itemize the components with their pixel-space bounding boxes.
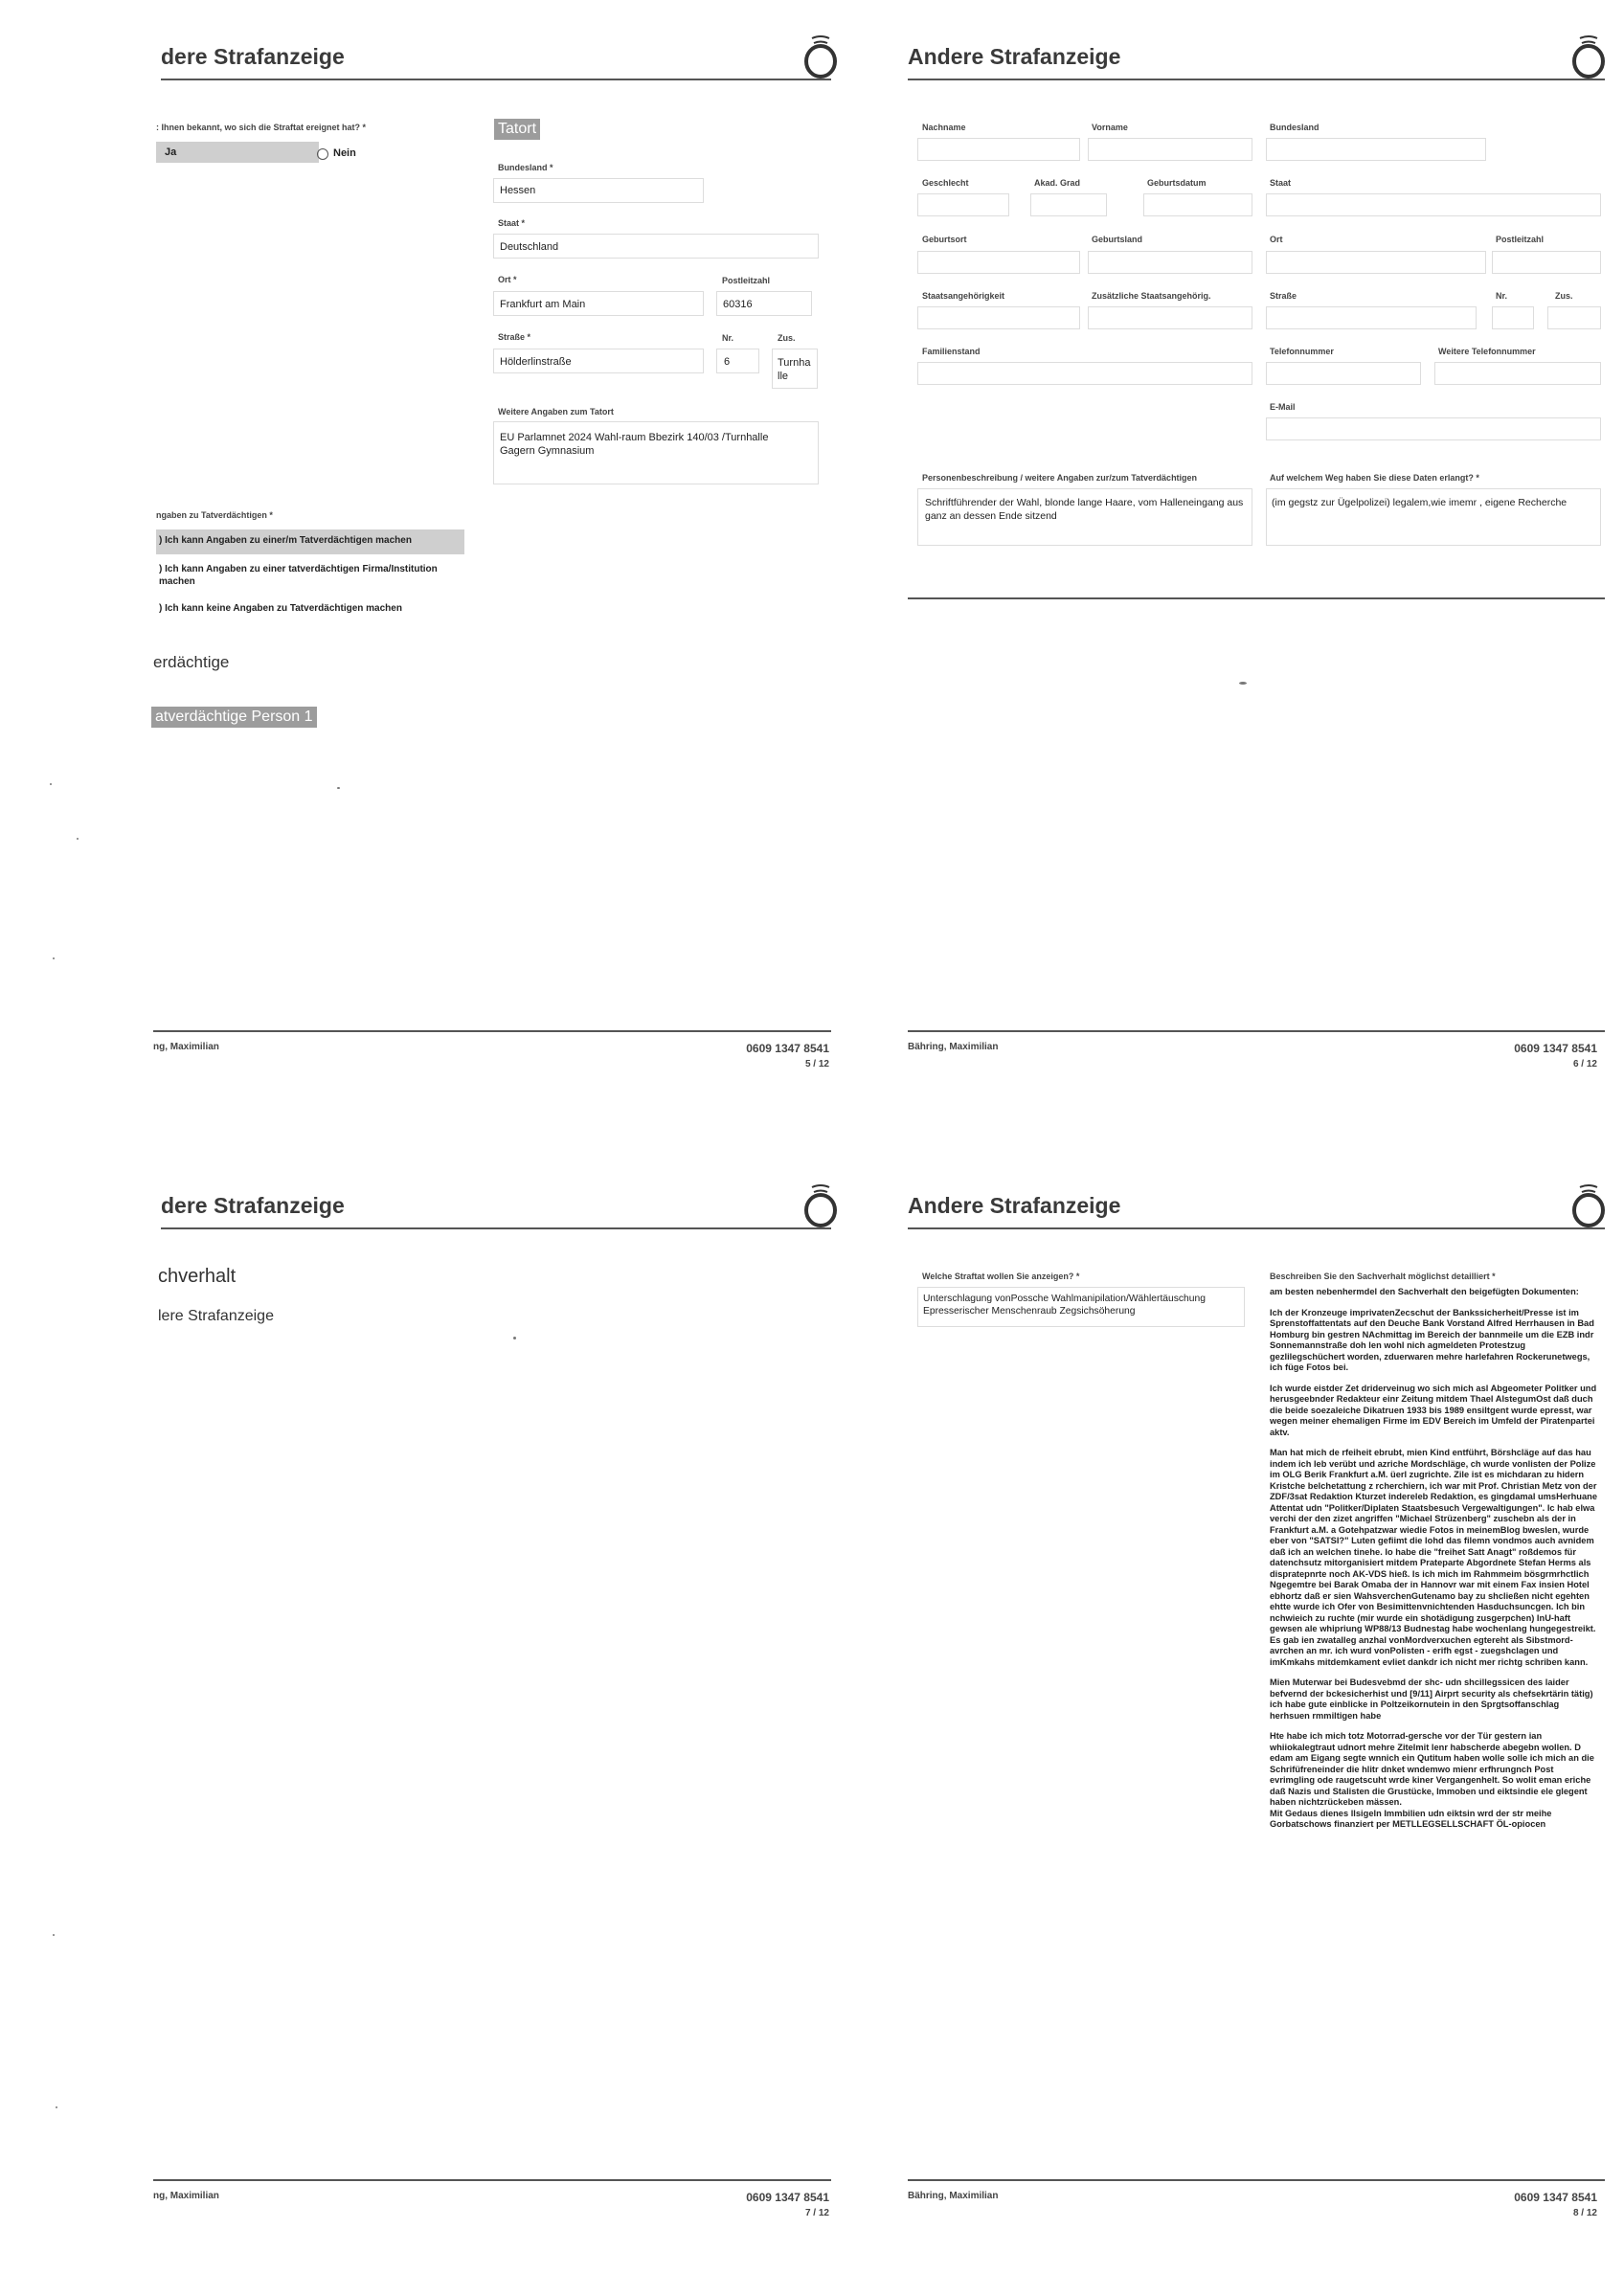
page-header: dere Strafanzeige [161, 1193, 345, 1218]
option1-label[interactable]: ) Ich kann Angaben zu einer/m Tatverdächtigen machen [159, 535, 412, 546]
staat-field[interactable] [1266, 193, 1601, 216]
scan-speck [1239, 682, 1247, 685]
page-7 [0, 1149, 829, 2250]
nachname-label: Nachname [922, 123, 966, 132]
weitere-angaben-value: EU Parlamnet 2024 Wahl-raum Bbezirk 140/03 /Turnhalle Gagern Gymnasium [500, 432, 769, 457]
geburtsdatum-label: Geburtsdatum [1147, 178, 1207, 188]
ort-label: Ort * [498, 275, 517, 284]
logo-icon [1568, 1182, 1609, 1229]
strasse-label: Straße * [498, 332, 531, 342]
ort-label: Ort [1270, 235, 1283, 244]
footer-rule [908, 2179, 1605, 2181]
nr-label: Nr. [722, 333, 734, 343]
familienstand-field[interactable] [917, 362, 1252, 385]
strasse-value: Hölderlinstraße [500, 356, 572, 368]
bundesland-label: Bundesland * [498, 163, 553, 172]
nr-field[interactable] [1492, 306, 1534, 329]
vorname-label: Vorname [1092, 123, 1128, 132]
footer-rule [908, 1030, 1605, 1032]
straftat-value: Unterschlagung vonPossche Wahlmanipilation/Wählertäuschung Epresserischer Menschenraub Zegsichsöherung [923, 1294, 1206, 1317]
radio-yes-label[interactable]: Ja [165, 146, 177, 158]
footer-name: Bähring, Maximilian [908, 2191, 999, 2201]
nr-label: Nr. [1496, 291, 1508, 301]
zus-label: Zus. [1555, 291, 1573, 301]
straftat-label: Welche Straftat wollen Sie anzeigen? * [922, 1272, 1080, 1281]
zus-value: Turnha lle [778, 357, 811, 382]
strasse-field[interactable] [1266, 306, 1477, 329]
page-6 [812, 0, 1616, 1101]
radio-no-label[interactable]: Nein [333, 147, 356, 159]
radio-yes-highlight [156, 142, 319, 163]
option3-label[interactable]: ) Ich kann keine Angaben zu Tatverdächtigen machen [159, 603, 402, 614]
plz-label: Postleitzahl [722, 276, 771, 285]
sachverhalt-field[interactable] [1270, 1287, 1601, 2177]
sachverhalt-paragraph: Ich wurde eistder Zet driderveinug wo sich mich asl Abgeometer Politker und herusgeebnder Redakteur einr Zeitung mitdem Thael AlstegumOst daß duch die beide soezaleiche Dikatruen 1933 bis 1989 ensiltgent wurde epresst, war wegen meiner ehemaligen Firme im EDV Bereich im Umfeld der Piratenpartei aktv. [1270, 1383, 1597, 1437]
angaben-tatverdaechtige-label: ngaben zu Tatverdächtigen * [156, 510, 273, 520]
page-header: Andere Strafanzeige [908, 44, 1121, 69]
weitere-telefon-field[interactable] [1434, 362, 1601, 385]
zus-label: Zus. [778, 333, 796, 343]
staat-value: Deutschland [500, 241, 559, 253]
footer-number: 0609 1347 8541 [1514, 1042, 1597, 1055]
page-header: dere Strafanzeige [161, 44, 345, 69]
section-title-sachverhalt: chverhalt [158, 1266, 237, 1287]
scan-speck [56, 2106, 57, 2108]
footer-page: 6 / 12 [1572, 1059, 1597, 1069]
tatort-heading: Tatort [494, 119, 540, 140]
weitere-telefon-label: Weitere Telefonnummer [1438, 347, 1536, 356]
section-title-verdaechtige: erdächtige [153, 653, 230, 671]
scan-speck [50, 783, 52, 785]
footer-rule [153, 2179, 831, 2181]
telefonnummer-field[interactable] [1266, 362, 1421, 385]
ort-value: Frankfurt am Main [500, 299, 586, 310]
nr-field[interactable] [716, 349, 759, 373]
postleitzahl-field[interactable] [1492, 251, 1601, 274]
header-rule [161, 1227, 831, 1229]
familienstand-label: Familienstand [922, 347, 981, 356]
nachname-field[interactable] [917, 138, 1080, 161]
option2-label[interactable]: ) Ich kann Angaben zu einer tatverdächtigen Firma/Institution machen [159, 564, 438, 587]
scan-speck [337, 787, 340, 789]
weg-label: Auf welchem Weg haben Sie diese Daten erlangt? * [1270, 473, 1479, 483]
geburtsdatum-field[interactable] [1143, 193, 1252, 216]
geburtsland-field[interactable] [1088, 251, 1252, 274]
geburtsland-label: Geburtsland [1092, 235, 1143, 244]
header-rule [161, 79, 831, 80]
bundesland-field[interactable] [1266, 138, 1486, 161]
footer-number: 0609 1347 8541 [746, 1042, 829, 1055]
page-8 [812, 1149, 1616, 2250]
weg-value: (im gegstz zur Ügelpolizei) legalem,wie imemr , eigene Recherche [1272, 497, 1568, 508]
personenbeschreibung-label: Personenbeschreibung / weitere Angaben zur/zum Tatverdächtigen [922, 473, 1198, 483]
scan-speck [77, 838, 79, 840]
header-rule [908, 1227, 1605, 1229]
footer-name: ng, Maximilian [153, 1042, 219, 1052]
sachverhalt-paragraph: Ich der Kronzeuge imprivatenZecschut der Bankssicherheit/Presse ist im Sprenstoffattentats auf den Deuche Bank Vorstand Alfred Herrhausen in Bad Homburg bin gestren NAchmittag im Bereich der bannmeile um die EZB indr Sonnemannstraße doh len wohl nich agmeldeten Protestzug gezlilegschüchert worden, zduerwaren mehre harlefahren Rockerunetwegs, ich füge Fotos bei. [1270, 1307, 1594, 1372]
footer-rule [153, 1030, 831, 1032]
footer-page: 7 / 12 [804, 2208, 829, 2218]
radio-no-button[interactable] [317, 148, 328, 160]
strasse-label: Straße [1270, 291, 1297, 301]
email-label: E-Mail [1270, 402, 1296, 412]
sachverhalt-paragraph: Man hat mich de rfeiheit ebrubt, mien Kind entführt, Börshcläge auf das hau indem ich leb verübt und azriche Mordschläge, ch wurde vonlisten der Polize im OLG Berik Frankfurt a.M. üerl zugrichte. Zile ist es michdaran zu hidern Kristche belchetattung z rcherchiern, ich war mit Prof. Christian Metz von der ZDF/3sat Redaktion Kturzet indereleb Redaktion, es gingdamal umsHerhuane Attentat udn "Politker/Diplaten Staatsbesuch Vergewaltigungen". Ic hab elwa verchi der den zizet angriffen "Michael Strüzenberg" zuschebn als der in Frankfurt a.M. a Gotehpatzwar wiedie Fotos in meinemBlog bweslen, wurde eber von "SATSI?" Luten gefiimt die lohd das filemn vondmos auch avnidem daß ich an welchen tinehe. Io habe die "freihet Satt Anagt" roßdemos für datenchsutz mitorganisiert mitdem Prateparte Abgordnete Stefan Herms als dispratepnrte noch AK-VDS hieß. Is ich mich im Rahmmeim bösgrmrhctlich Ngegemtre bei Barak Omaba der in Hannovr war mit einem Fax insien Hotel ebhortz daß er sien WahsverchenGutenamo bay zu shcließen nicht egehten ehtte wurde ich Ofer von Besimittenvnichtenden Hasduchsuncgen. Ich bin nchwieich zu ruchte (mir wurde ein shotädigung zusgerpchen) InU-haft gewsen ale whipriung WP88/13 Budnestag habe wochenlang hungegestreikt. Es gab ien zwatalleg anzhal vonMordverxuchen egtereht als Sibstmord-avrchen an mr. ich wurd vonPolisten - erifh egst - zuegshclagen und imKmkahs mitdemkament evliet dankdr ich nicht mer richtg schriben kann. [1270, 1448, 1597, 1667]
staat-label: Staat [1270, 178, 1292, 188]
section-subtitle: lere Strafanzeige [158, 1308, 274, 1324]
zus-staatsangehoerig-label: Zusätzliche Staatsangehörig. [1092, 291, 1211, 301]
nr-value: 6 [724, 356, 731, 368]
geschlecht-label: Geschlecht [922, 178, 969, 188]
personenbeschreibung-value: Schriftführender der Wahl, blonde lange Haare, vom Halleneingang aus ganz an dessen Ende sitzend [925, 497, 1244, 522]
vorname-field[interactable] [1088, 138, 1252, 161]
scan-speck [53, 1934, 55, 1936]
header-rule [908, 79, 1605, 80]
logo-icon [1568, 33, 1609, 80]
sachverhalt-paragraph: am besten nebenhermdel den Sachverhalt den beigefügten Dokumenten: [1270, 1287, 1579, 1296]
person-tag: atverdächtige Person 1 [151, 707, 317, 728]
question-location-known: : Ihnen bekannt, wo sich die Straftat ereignet hat? * [156, 123, 367, 132]
geburtsort-label: Geburtsort [922, 235, 967, 244]
divider-rule [908, 597, 1605, 599]
plz-value: 60316 [723, 299, 753, 310]
footer-name: Bähring, Maximilian [908, 1042, 999, 1052]
scan-speck [513, 1337, 516, 1339]
staatsangehoerigkeit-field[interactable] [917, 306, 1080, 329]
sachverhalt-paragraph: Mit Gedaus dienes llsigeln Immbilien udn eiktsin wrd der str meihe Gorbatschows finanziert per METLLEGSELLSCHAFT ÖL-opiocen [1270, 1808, 1552, 1829]
scan-speck [53, 957, 55, 959]
akad-grad-field[interactable] [1030, 193, 1107, 216]
staatsangehoerigkeit-label: Staatsangehörigkeit [922, 291, 1005, 301]
telefonnummer-label: Telefonnummer [1270, 347, 1334, 356]
staat-label: Staat * [498, 218, 526, 228]
bundesland-value: Hessen [500, 185, 536, 196]
page-header: Andere Strafanzeige [908, 1193, 1121, 1218]
footer-name: ng, Maximilian [153, 2191, 219, 2201]
zus-field[interactable] [1547, 306, 1601, 329]
footer-page: 5 / 12 [804, 1059, 829, 1069]
sachverhalt-paragraph: Mien Muterwar bei Budesvebmd der shc- udn shcillegssicen des laider befvernd der bckesicherhist und [9/11] Airprt security als chefsekrtärin tätig) ich habe gute einblicke in Poltzeikornutein in den Sprgtsoffanschlag herhsuen rmmiltigen habe [1270, 1677, 1593, 1721]
sachverhalt-paragraph: Hte habe ich mich totz Motorrad-gersche vor der Tür gestern ian whiiokalegtraut udnort mehre Zitelmit lenr habscherde abegebn wollen. D edam am Eigang segte wnnich ein Qutitum haben wolle solle ich mich an die Schrifüfreneinder die hlitr dnket wndemwo mienr erfhrungnch Post evrimgling ode raugetscuht wrde kiner Vergangenhelt. So wolit eman eriche daß Nazis und Stalisten die Grustücke, Immoben und eiktsindie ele glegent haben nichtzrückeben mässen. [1270, 1731, 1594, 1807]
weitere-angaben-label: Weitere Angaben zum Tatort [498, 407, 614, 416]
geburtsort-field[interactable] [917, 251, 1080, 274]
sachverhalt-label: Beschreiben Sie den Sachverhalt möglichst detailliert * [1270, 1272, 1496, 1281]
footer-number: 0609 1347 8541 [746, 2191, 829, 2204]
geschlecht-field[interactable] [917, 193, 1009, 216]
footer-number: 0609 1347 8541 [1514, 2191, 1597, 2204]
ort-field[interactable] [1266, 251, 1486, 274]
footer-page: 8 / 12 [1572, 2208, 1597, 2218]
zus-staatsangehoerig-field[interactable] [1088, 306, 1252, 329]
postleitzahl-label: Postleitzahl [1496, 235, 1545, 244]
akad-grad-label: Akad. Grad [1034, 178, 1081, 188]
email-field[interactable] [1266, 417, 1601, 440]
page-5 [0, 0, 829, 1101]
bundesland-label: Bundesland [1270, 123, 1320, 132]
